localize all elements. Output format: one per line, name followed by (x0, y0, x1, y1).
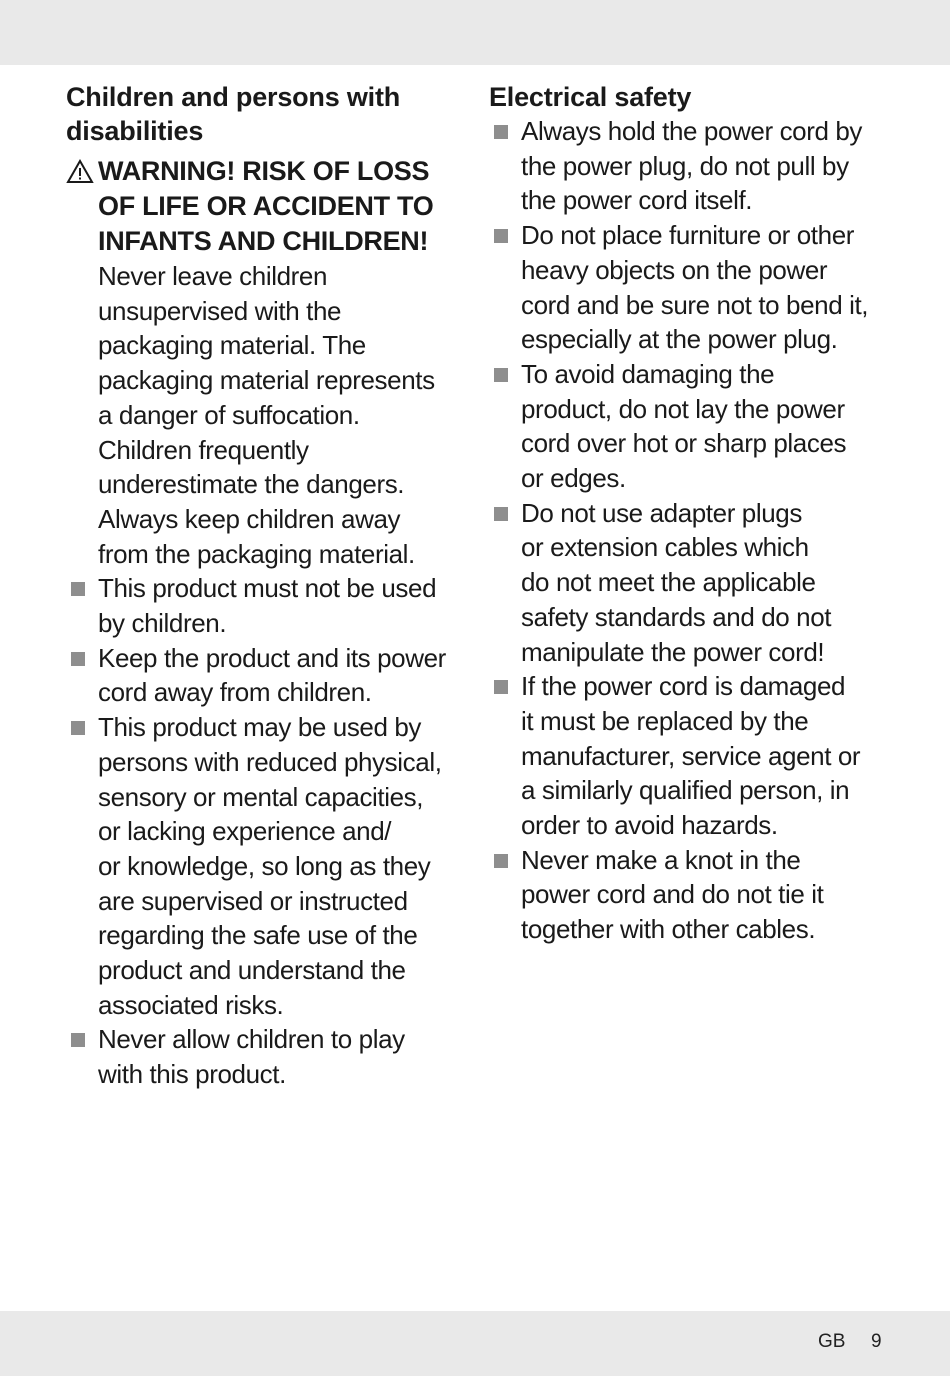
header-band (0, 0, 950, 65)
warning-body (98, 259, 466, 571)
list-item (489, 357, 889, 496)
list-item-text: Never make a knot in the power cord and do not tie it together with other cables. (521, 844, 824, 945)
warning-title (98, 154, 433, 259)
left-column (66, 80, 466, 1092)
square-bullet-icon (489, 843, 521, 947)
list-item-text: Do not use adapter plugs or extension cables which do not meet the applicable safety standards and do not manipulate the power cord! (521, 497, 832, 667)
list-item (489, 669, 889, 843)
list-item-text: This product must not be used by children. (98, 573, 437, 639)
square-bullet-icon (489, 218, 521, 357)
page-number: 9 (871, 1331, 882, 1352)
warning-body-line: Children frequently (98, 434, 309, 465)
square-bullet-icon (66, 571, 98, 640)
warning-body-line: packaging material. The (98, 330, 366, 361)
children-bullet-list (66, 571, 466, 1092)
electrical-bullet-list (489, 114, 889, 947)
warning-body-line: from the packaging material. (98, 538, 415, 569)
list-item (66, 710, 466, 1022)
square-bullet-icon (489, 357, 521, 496)
section-heading-electrical-safety: Electrical safety (489, 82, 692, 112)
square-bullet-icon (66, 1022, 98, 1091)
list-item (489, 843, 889, 947)
list-item-text: This product may be used by persons with reduced physical, sensory or mental capacities, or lacking experience and/ or knowledge, so long as they are supervised or instructed regarding the safe use of the product and understand the associated risks. (98, 712, 442, 1020)
list-item (66, 1022, 466, 1091)
heading-line: Children and persons with (66, 82, 401, 112)
right-column (489, 80, 889, 947)
warning-body-line: packaging material represents (98, 365, 435, 396)
square-bullet-icon (489, 114, 521, 218)
heading-line: disabilities (66, 116, 204, 146)
warning-title-line: INFANTS AND CHILDREN! (98, 226, 429, 256)
square-bullet-icon (489, 669, 521, 843)
list-item (489, 114, 889, 218)
section-heading-children (66, 80, 466, 148)
warning-body-line: a danger of suffocation. (98, 399, 360, 430)
warning-body-line: Always keep children away (98, 503, 401, 534)
square-bullet-icon (66, 641, 98, 710)
warning-title-line: OF LIFE OR ACCIDENT TO (98, 191, 434, 221)
square-bullet-icon (66, 710, 98, 1022)
list-item-text: Always hold the power cord by the power plug, do not pull by the power cord itself. (521, 116, 863, 216)
warning-body-line: unsupervised with the (98, 295, 342, 326)
warning-triangle-icon (66, 154, 98, 259)
list-item (489, 218, 889, 357)
list-item-text: To avoid damaging the product, do not lay the power cord over hot or sharp places or edges. (521, 358, 847, 494)
list-item (66, 571, 466, 640)
list-item-text: If the power cord is damaged it must be replaced by the manufacturer, service agent or a similarly qualified person, in order to avoid hazards. (521, 671, 861, 841)
warning-title-line: WARNING! RISK OF LOSS (98, 156, 430, 186)
list-item (489, 496, 889, 670)
list-item-text: Do not place furniture or other heavy objects on the power cord and be sure not to bend it, especially at the power plug. (521, 220, 869, 355)
list-item (66, 641, 466, 710)
warning-block (66, 154, 466, 259)
list-item-text: Never allow children to play with this product. (98, 1024, 405, 1090)
warning-body-line: Never leave children (98, 261, 328, 291)
language-code: GB (818, 1331, 846, 1352)
footer-band (0, 1311, 950, 1376)
square-bullet-icon (489, 496, 521, 670)
list-item-text: Keep the product and its power cord away from children. (98, 642, 446, 708)
warning-body-line: underestimate the dangers. (98, 469, 405, 500)
